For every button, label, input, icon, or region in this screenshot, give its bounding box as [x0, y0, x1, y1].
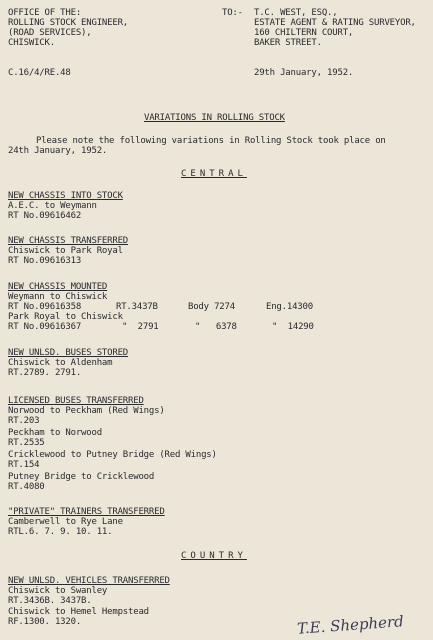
section-line: RT No.09616313: [8, 256, 82, 266]
section-heading-new-chassis-into-stock: NEW CHASSIS INTO STOCK: [8, 191, 123, 201]
section-heading-licensed-buses-transferred: LICENSED BUSES TRANSFERRED: [8, 396, 144, 406]
rt-number: " 2791: [122, 322, 159, 332]
body-number: " 6378: [195, 322, 237, 332]
to-line-3: 160 CHILTERN COURT,: [254, 28, 354, 38]
rt-number: RT.3437B: [116, 302, 158, 312]
section-line: RT.203: [8, 416, 40, 426]
section-line: Peckham to Norwood: [8, 428, 102, 438]
body-number: Body 7274: [188, 302, 235, 312]
section-line: RT.2789. 2791.: [8, 368, 82, 378]
engine-number: Eng.14300: [266, 302, 313, 312]
from-line-3: (ROAD SERVICES),: [8, 28, 92, 38]
chassis-number: RT No.09616367: [8, 322, 82, 332]
section-line: RF.1300. 1320.: [8, 617, 82, 627]
engine-number: " 14290: [272, 322, 314, 332]
section-heading-private-trainers-transferred: "PRIVATE" TRAINERS TRANSFERRED: [8, 507, 165, 517]
from-line-1: OFFICE OF THE:: [8, 8, 82, 18]
chassis-number: RT No.09616358: [8, 302, 82, 312]
section-heading-new-unlsd-vehicles-transferred: NEW UNLSD. VEHICLES TRANSFERRED: [8, 576, 170, 586]
section-line: RT.4080: [8, 482, 45, 492]
section-line: RT No.09616462: [8, 211, 82, 221]
section-line: RT.3436B. 3437B.: [8, 596, 92, 606]
intro-line-1: Please note the following variations in Rolling Stock took place on: [36, 136, 386, 146]
section-line: Camberwell to Rye Lane: [8, 517, 123, 527]
section-line: Chiswick to Swanley: [8, 586, 108, 596]
country-heading: COUNTRY: [181, 551, 247, 561]
reference-number: C.16/4/RE.48: [8, 68, 71, 78]
to-line-2: ESTATE AGENT & RATING SURVEYOR,: [254, 18, 416, 28]
section-line: RT.2535: [8, 438, 45, 448]
central-heading: CENTRAL: [181, 169, 247, 179]
document-title: VARIATIONS IN ROLLING STOCK: [144, 113, 285, 123]
section-line: RT.154: [8, 460, 40, 470]
section-line: RTL.6. 7. 9. 10. 11.: [8, 527, 113, 537]
section-line: A.E.C. to Weymann: [8, 201, 97, 211]
to-line-4: BAKER STREET.: [254, 38, 322, 48]
section-line: Chiswick to Park Royal: [8, 246, 123, 256]
section-heading-new-chassis-transferred: NEW CHASSIS TRANSFERRED: [8, 236, 129, 246]
section-line: Chiswick to Aldenham: [8, 358, 113, 368]
letter-date: 29th January, 1952.: [254, 68, 354, 78]
section-line: Park Royal to Chiswick: [8, 312, 123, 322]
to-label: TO:-: [222, 8, 243, 18]
section-heading-new-unlsd-buses-stored: NEW UNLSD. BUSES STORED: [8, 348, 129, 358]
section-line: Putney Bridge to Cricklewood: [8, 472, 155, 482]
from-line-2: ROLLING STOCK ENGINEER,: [8, 18, 129, 28]
section-heading-new-chassis-mounted: NEW CHASSIS MOUNTED: [8, 282, 108, 292]
section-line: Cricklewood to Putney Bridge (Red Wings): [8, 450, 217, 460]
section-line: Norwood to Peckham (Red Wings): [8, 406, 165, 416]
handwritten-signature: T.E. Shepherd: [296, 612, 405, 638]
from-line-4: CHISWICK.: [8, 38, 55, 48]
section-line: Weymann to Chiswick: [8, 292, 108, 302]
intro-line-2: 24th January, 1952.: [8, 146, 108, 156]
to-line-1: T.C. WEST, ESQ.,: [254, 8, 338, 18]
section-line: Chiswick to Hemel Hempstead: [8, 607, 149, 617]
